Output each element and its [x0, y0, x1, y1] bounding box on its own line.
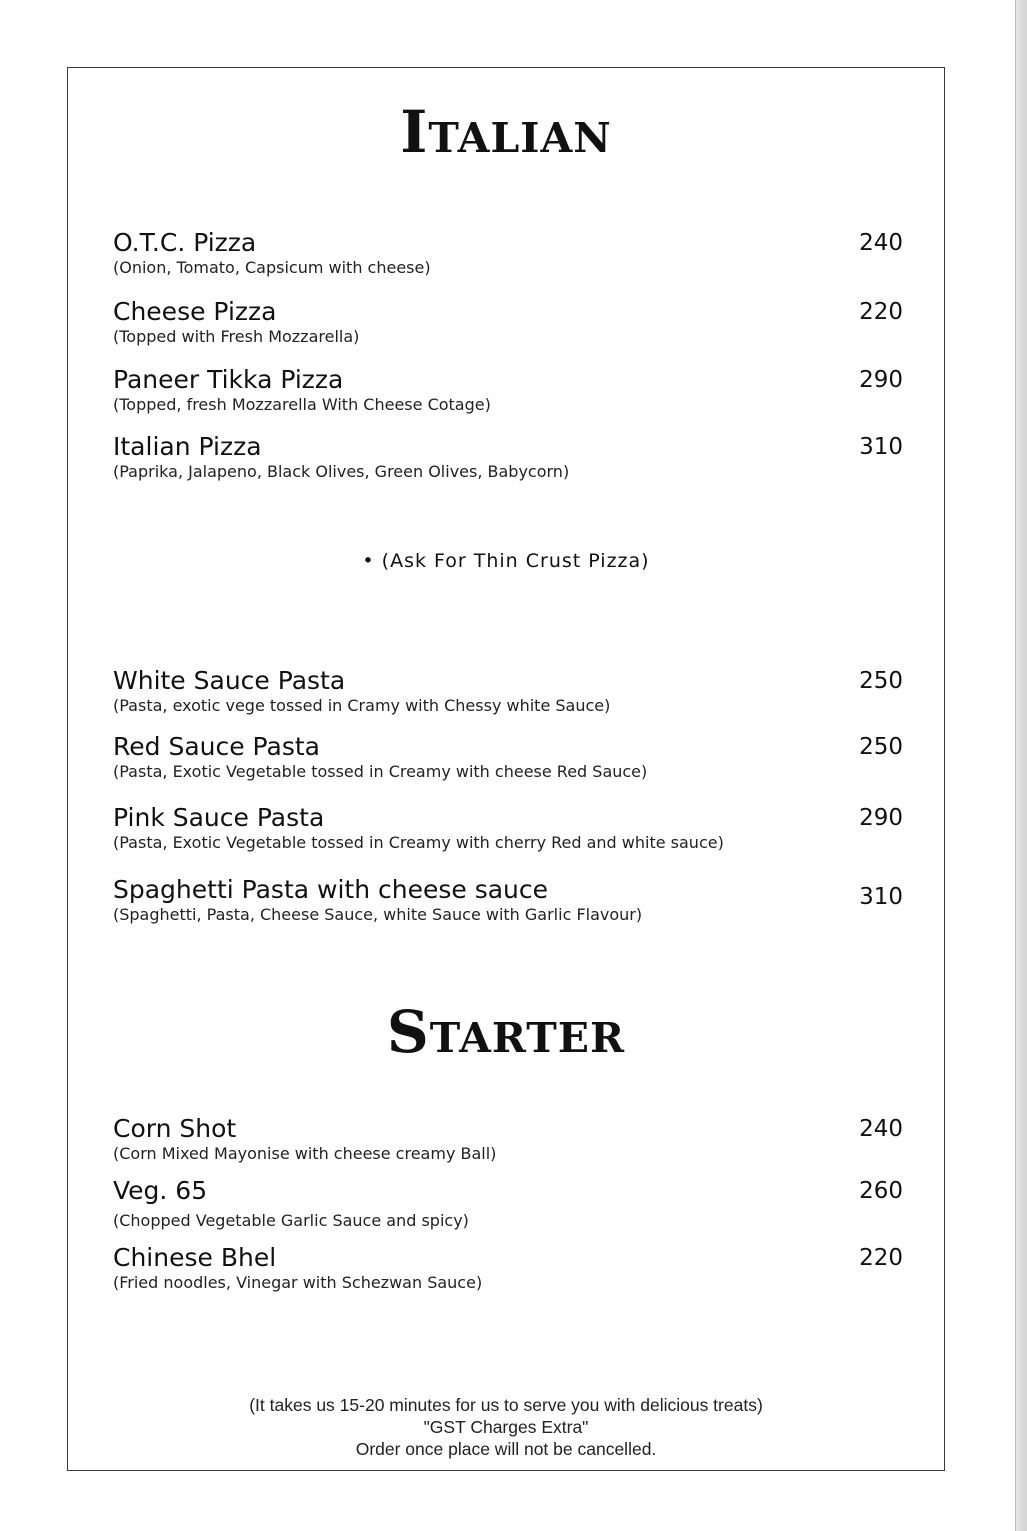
item-description: (Topped, fresh Mozzarella With Cheese Cotage): [113, 395, 491, 414]
item-price: 250: [859, 734, 903, 760]
thin-crust-note: • (Ask For Thin Crust Pizza): [362, 550, 650, 572]
item-description: (Pasta, Exotic Vegetable tossed in Creamy with cheese Red Sauce): [113, 762, 648, 781]
menu-item: [113, 432, 903, 482]
item-price: 290: [859, 805, 903, 831]
item-name: Italian Pizza: [113, 432, 262, 461]
menu-item: [113, 875, 903, 925]
item-price: 310: [859, 434, 903, 460]
section-title-italian: Italian: [400, 98, 612, 166]
footer-serving-time: (It takes us 15-20 minutes for us to serve you with delicious treats): [249, 1395, 763, 1415]
menu-item: [113, 666, 903, 716]
item-name: Spaghetti Pasta with cheese sauce: [113, 875, 549, 904]
item-description: (Pasta, Exotic Vegetable tossed in Creamy with cherry Red and white sauce): [113, 833, 724, 852]
item-price: 220: [859, 1245, 903, 1271]
item-name: White Sauce Pasta: [113, 666, 346, 695]
item-description: (Paprika, Jalapeno, Black Olives, Green Olives, Babycorn): [113, 462, 570, 481]
menu-item: [113, 1114, 903, 1164]
menu-item: [113, 297, 903, 347]
item-description: (Topped with Fresh Mozzarella): [113, 327, 360, 346]
item-description: (Chopped Vegetable Garlic Sauce and spicy): [113, 1211, 469, 1230]
item-name: Veg. 65: [113, 1176, 208, 1205]
menu-page: [67, 67, 945, 1471]
menu-item: [113, 803, 903, 853]
page-edge-strip: [1015, 0, 1027, 1531]
menu-item: [113, 1176, 903, 1231]
item-price: 310: [859, 884, 903, 910]
item-price: 250: [859, 668, 903, 694]
item-price: 220: [859, 299, 903, 325]
section-title-starter: Starter: [386, 998, 626, 1066]
item-description: (Pasta, exotic vege tossed in Cramy with Chessy white Sauce): [113, 696, 611, 715]
item-description: (Spaghetti, Pasta, Cheese Sauce, white Sauce with Garlic Flavour): [113, 905, 643, 924]
menu-footer: [68, 1394, 944, 1460]
item-name: Pink Sauce Pasta: [113, 803, 325, 832]
item-name: Paneer Tikka Pizza: [113, 365, 344, 394]
item-price: 240: [859, 230, 903, 256]
item-description: (Corn Mixed Mayonise with cheese creamy Ball): [113, 1144, 497, 1163]
item-name: Chinese Bhel: [113, 1243, 277, 1272]
item-name: Red Sauce Pasta: [113, 732, 320, 761]
menu-item: [113, 732, 903, 782]
item-name: Corn Shot: [113, 1114, 237, 1143]
menu-item: [113, 1243, 903, 1293]
item-name: Cheese Pizza: [113, 297, 277, 326]
item-price: 260: [859, 1178, 903, 1204]
footer-cancellation-note: Order once place will not be cancelled.: [355, 1439, 657, 1459]
footer-gst-note: "GST Charges Extra": [423, 1417, 589, 1437]
menu-item: [113, 228, 903, 278]
item-price: 290: [859, 367, 903, 393]
item-description: (Fried noodles, Vinegar with Schezwan Sauce): [113, 1273, 483, 1292]
item-name: O.T.C. Pizza: [113, 228, 257, 257]
menu-item: [113, 365, 903, 415]
item-price: 240: [859, 1116, 903, 1142]
item-description: (Onion, Tomato, Capsicum with cheese): [113, 258, 431, 277]
